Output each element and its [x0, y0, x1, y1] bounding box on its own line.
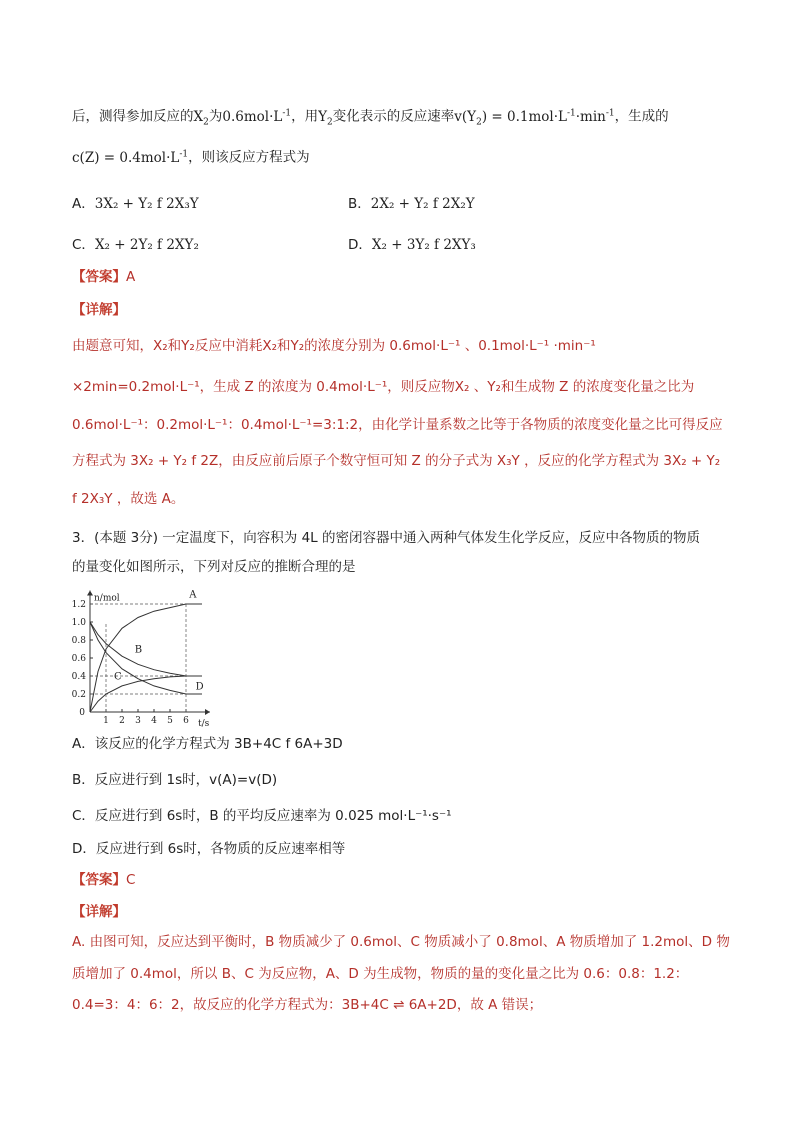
y-tick-label: 0.4 — [71, 672, 86, 682]
q2-stem-line1 — [72, 109, 669, 127]
chart-plot — [72, 590, 210, 727]
y: Y — [318, 108, 328, 125]
answer-tag: 【答案】 — [72, 872, 126, 888]
q2-detail-tag — [72, 304, 126, 318]
sup: -1 — [605, 108, 615, 118]
series-label-B: B — [134, 644, 143, 656]
q2-detail-line2: ×2min=0.2mol·L⁻¹，生成 Z 的浓度为 0.4mol·L⁻¹，则反应物X₂ 、Y₂和生成物 Z 的浓度变化量之比为 — [72, 379, 695, 395]
q2-option-d[interactable] — [348, 233, 476, 253]
option-eq: 3X₂ + Y₂ f 2X₃Y — [94, 196, 199, 212]
q2-rate — [454, 108, 615, 128]
option-label: B． — [348, 196, 371, 212]
y-axis-label: n/mol — [94, 593, 120, 604]
q2-stem-text: 为 — [208, 108, 223, 125]
q3-option-b[interactable]: B．反应进行到 1s时，v(A)=v(D) — [72, 772, 278, 788]
q3-stem-line2: 的量变化如图所示，下列对反应的推断合理的是 — [72, 559, 356, 575]
series-label-A: A — [189, 589, 197, 601]
series-line-B — [90, 622, 202, 676]
x-tick-label: 2 — [119, 716, 125, 726]
q3-detail-line3: 0.4=3：4：6：2，故反应的化学方程式为：3B+4C ⇌ 6A+2D，故 A 错误； — [72, 997, 543, 1013]
x-axis-arrow — [205, 709, 210, 715]
v: ·min — [575, 108, 606, 125]
q2-stem-text: 后，测得参加反应的 — [72, 108, 194, 125]
sup: -1 — [566, 108, 576, 118]
q2-option-c[interactable] — [72, 233, 199, 253]
sub: 2 — [327, 117, 333, 128]
q2-option-b[interactable] — [348, 192, 475, 212]
x: X — [193, 108, 204, 125]
y-tick-label: 0.2 — [71, 690, 86, 700]
x-tick-label: 3 — [135, 716, 141, 726]
q2-cz — [72, 150, 188, 166]
q2-stem-text: ，则该反应方程式为 — [188, 149, 310, 166]
sub: 2 — [203, 117, 209, 128]
series-label-D: D — [195, 681, 204, 693]
q2-detail-line3: 0.6mol·L⁻¹：0.2mol·L⁻¹：0.4mol·L⁻¹=3:1:2，由化学计量系数之比等于各物质的浓度变化量之比可得反应 — [72, 417, 723, 433]
y-tick-label: 0.8 — [71, 636, 86, 646]
q3-option-c[interactable]: C．反应进行到 6s时，B 的平均反应速率为 0.025 mol·L⁻¹·s⁻¹ — [72, 808, 452, 824]
q3-answer — [72, 874, 135, 888]
y-tick-label: 1.0 — [71, 618, 86, 628]
x-tick-label: 6 — [183, 716, 189, 726]
answer-value: C — [126, 872, 136, 888]
x-tick-label: 1 — [103, 716, 109, 726]
q2-stem-text: ，生成的 — [614, 108, 669, 125]
answer-value: A — [126, 269, 136, 285]
y-tick-label: 0.6 — [71, 654, 86, 664]
series-label-C: C — [114, 671, 122, 683]
q2-y2 — [318, 108, 333, 128]
answer-tag: 【答案】 — [72, 269, 126, 285]
q2-detail-line5: f 2X₃Y ，故选 A。 — [72, 491, 185, 507]
q3-detail-tag — [72, 906, 126, 920]
series-line-A — [90, 604, 202, 712]
q3-stem-line1: 3．(本题 3分) 一定温度下，向容积为 4L 的密闭容器中通入两种气体发生化学反应，反应中各物质的物质 — [72, 530, 700, 546]
q2-conc — [222, 109, 291, 125]
series-line-C — [90, 622, 202, 694]
sup: -1 — [179, 149, 189, 159]
q3-chart — [62, 582, 262, 727]
q3-detail-line1: A. 由图可知，反应达到平衡时，B 物质减少了 0.6mol、C 物质减小了 0.8mol、A 物质增加了 1.2mol、D 物 — [72, 934, 730, 950]
q2-stem-text: ，用 — [291, 108, 319, 125]
v: ) = 0.1mol·L — [481, 108, 567, 125]
y-axis-arrow — [87, 591, 93, 596]
option-eq: X₂ + 2Y₂ f 2XY₂ — [94, 237, 199, 253]
q2-answer — [72, 271, 135, 285]
q2-stem-text: 变化表示的反应速率 — [332, 108, 455, 125]
option-eq: X₂ + 3Y₂ f 2XY₃ — [371, 237, 476, 253]
v: v(Y — [454, 108, 477, 125]
q3-detail-line2: 质增加了 0.4mol，所以 B、C 为反应物，A、D 为生成物，物质的量的变化量之比为 0.6：0.8：1.2： — [72, 966, 689, 982]
x-axis-label: t/s — [198, 719, 210, 727]
sub: 2 — [476, 117, 482, 128]
x-tick-label: 4 — [151, 716, 157, 726]
detail-tag: 【详解】 — [72, 904, 126, 920]
y-tick-label: 1.2 — [71, 600, 86, 610]
option-eq: 2X₂ + Y₂ f 2X₂Y — [370, 196, 475, 212]
q2-detail-line1: 由题意可知，X₂和Y₂反应中消耗X₂和Y₂的浓度分别为 0.6mol·L⁻¹ 、0.1mol·L⁻¹ ·min⁻¹ — [72, 338, 596, 354]
sup: -1 — [282, 108, 292, 118]
q2-x2 — [193, 108, 209, 128]
q2-detail-line4: 方程式为 3X₂ + Y₂ f 2Z，由反应前后原子个数守恒可知 Z 的分子式为 X₃Y ，反应的化学方程式为 3X₂ + Y₂ — [72, 453, 721, 469]
x-tick-label: 5 — [167, 716, 173, 726]
val: 0.6mol·L — [222, 108, 283, 125]
q2-option-a[interactable] — [72, 192, 199, 212]
detail-tag: 【详解】 — [72, 302, 126, 318]
option-label: C． — [72, 237, 95, 253]
q3-option-a[interactable]: A．该反应的化学方程式为 3B+4C f 6A+3D — [72, 736, 343, 752]
q2-stem-line2 — [72, 150, 310, 165]
option-label: D． — [348, 237, 372, 253]
cz: c(Z) = 0.4mol·L — [72, 149, 180, 166]
origin-label: 0 — [79, 708, 85, 718]
q3-option-d[interactable]: D．反应进行到 6s时，各物质的反应速率相等 — [72, 841, 346, 857]
option-label: A． — [72, 196, 95, 212]
